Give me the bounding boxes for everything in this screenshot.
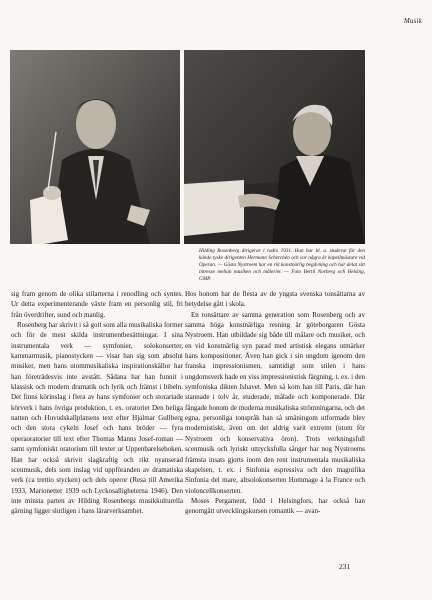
photo-rosenberg-image [10, 50, 180, 244]
section-header: Musik [403, 17, 422, 25]
paragraph: Rosenberg har skrivit i så gott som alla musikaliska former och för de mest skilda instrumentbesättningar. I sina instrumentala verk — symfonier, solokonserter, kammarmusik, pianostycken — visar han sig som absolut musiker, men hans utommusikaliska inspirationskällor har han företrädesvis inte avstått. Sådana har han funnit i klassisk och modern dramatik och lyrik och främst i bibeln. Det finns körinslag i flera av hans symfonier och storartade körverk i hans övriga produktion, t. ex. oratoriet Den heliga natten och Huvudskallplatsens text efter Hjalmar Gullberg och den stora cykeln Josef och hans bröder — fyra operaoratorier till text efter Thomas Manns Josef-roman — samt symfoniskt oratorium till texter ur Uppenbarelseboken. Han har också skrivit slagkraftig och rikt nyanserad scenmusik, dels som inslag vid uppföranden av dramatiska verk (ca trettio stycken) och dels operor (Resa till Amerika 1933, Marionetter 1939 och Lyckosalligheterna 1946). Den inte minsta parten av Hilding Rosenbergs musikkulturella gärning ligger slutligen i hans lärarverksamhet. [11, 321, 183, 516]
photo-scherchen-image [184, 50, 365, 244]
photo-scherchen [184, 50, 365, 244]
text-column-left [11, 289, 183, 517]
paragraph: Hos honom har de flesta av de yngsta svenska tonsättarna av betydelse gått i skola. [185, 290, 365, 309]
paragraph: En tonsättare av samma generation som Rosenberg och av samma höga konstnärliga resning är göteborgaren Gösta Nystroem. Han utbildade sig både till målare och musiker, och en vid konstnärlig syn parad med artistisk elegans utmärker hans kompositioner. Även han gick i sin ungdom igenom den franska impressionismen, samtidigt som stilen i hans ungdomsverk hade en viss impressionistisk färgning, t. ex. i den symfoniska dikten Ishavet. Men så kom han till Paris, där han stannade i tolv år, studerade, målade och komponerade. Där fångade honom de moderna musikaliska strömningarna, och det egna, personliga tonspråk han så småningom utformade blev modernistiskt, även om det aldrig varit extremt (utom för Nystroem och konservativa öron). Trots verkningsfull scenmusik och lyriskt uttrycksfulla sånger har nog Nystroems främsta insats gjorts inom den rent instrumentala musikaliska skapelsen, t. ex. i Sinfonia espressiva och den magnifika Sinfonia del mare, altsolokonserten Hommage à la France och violoncellkonserten. [185, 310, 365, 495]
photo-caption: Hilding Rosenberg dirigerar i radio 1931. Han har bl. a. studerat för den kände tyske dirigenten Hermann Scherchen och var några år kapellmästare vid Operan. — Gösta Nystroem har en rik konstnärlig begåvning och har delat sitt intresse mellan musiken och måleriet. — Foto Bertil Norberg och Helsing, GMP. [199, 248, 365, 282]
text-column-right [185, 289, 365, 517]
photo-rosenberg [10, 50, 180, 244]
paragraph: sig fram genom de olika stilarterna i renodling och syntes. Ur detta experimenterande växte fram en personlig stil, fri från överdrifter, sund och manlig. [11, 290, 183, 319]
paragraph: Moses Pergament, född i Helsingfors, har också han genomgått utvecklingskursen romantik — avan- [185, 496, 365, 516]
page-number: 231 [339, 562, 351, 571]
